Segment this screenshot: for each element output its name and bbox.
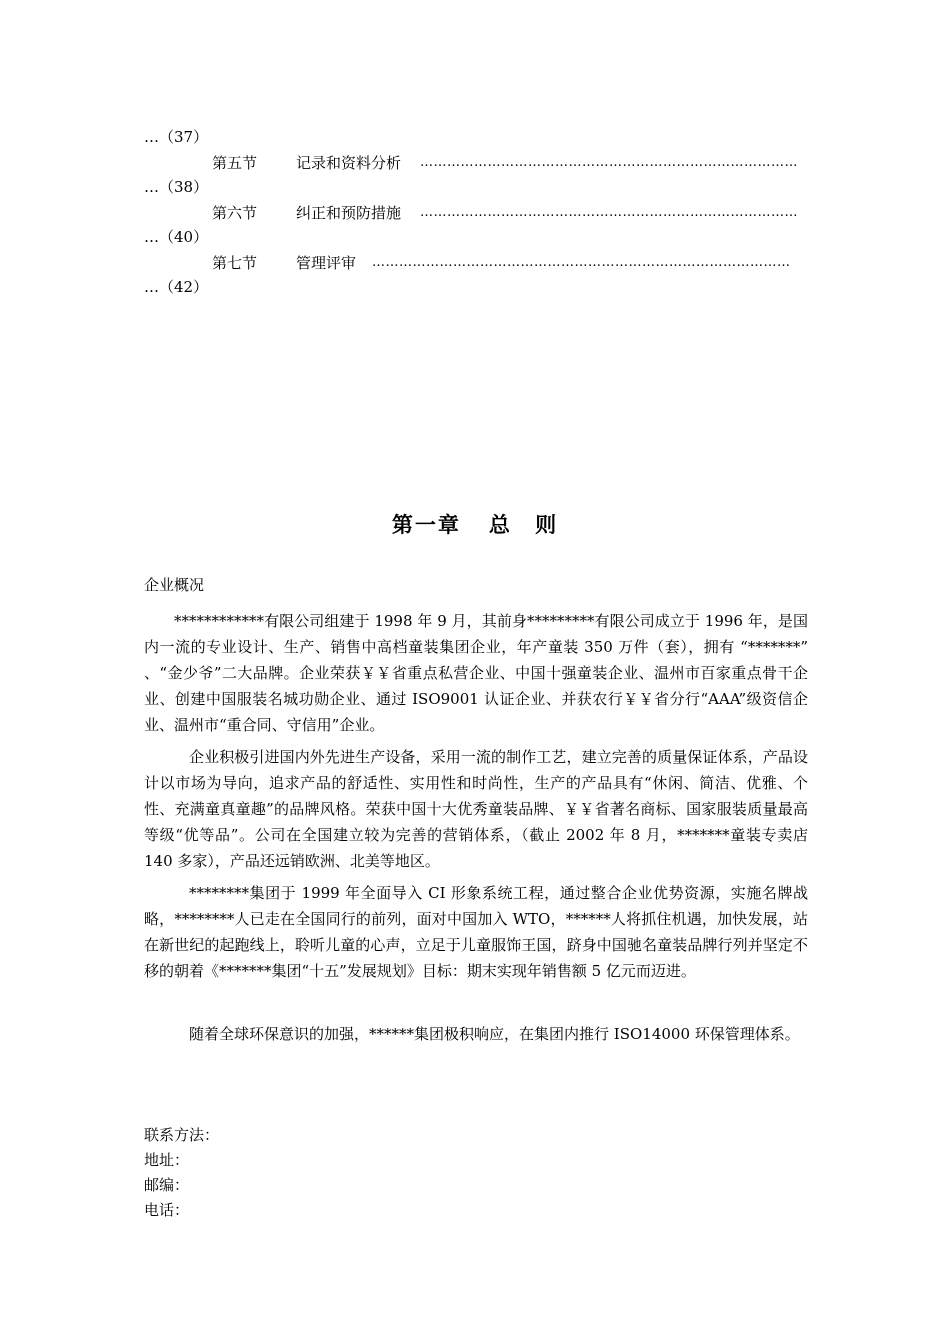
toc-page-number: …（42） bbox=[144, 278, 209, 296]
section-heading: 企业概况 bbox=[144, 576, 205, 594]
paragraph-overview: ************有限公司组建于 1998 年 9 月，其前身*********有限公司成立于 1996 年，是国内一流的专业设计、生产、销售中高档童装集团企业，年产童装 350 万件（套），拥有 “*******” 、“金少爷”二大品牌。企业荣获￥￥省重点私营企业、中国十强童装企业、温州市百家重点骨干企业、创建中国服装名城功勋企业、通过 ISO9001 认证企业、并获农行￥￥省分行“AAA”级资信企业、温州市“重合同、守信用”企业。 bbox=[144, 612, 808, 734]
toc-page-number: …（37） bbox=[144, 128, 209, 146]
toc-section-title: 纠正和预防措施 bbox=[296, 204, 402, 222]
paragraph-strategy: ********集团于 1999 年全面导入 CI 形象系统工程，通过整合企业优势资源，实施名牌战略，********人已走在全国同行的前列，面对中国加入 WTO，******人将抓住机遇，加快发展，站在新世纪的起跑线上，聆听儿童的心声，立足于儿童服饰王国，跻身中国驰名童装品牌行列并坚定不移的朝着《*******集团“十五”发展规划》目标：期末实现年销售额 5 亿元而迈进。 bbox=[144, 884, 808, 980]
toc-section-title: 管理评审 bbox=[296, 254, 357, 272]
toc-page-number: …（40） bbox=[144, 228, 209, 246]
contact-address: 地址： bbox=[144, 1151, 190, 1169]
toc-section-number: 第五节 bbox=[212, 154, 258, 172]
chapter-number: 第一章 bbox=[391, 512, 461, 537]
paragraph-environment: 随着全球环保意识的加强，******集团极积响应，在集团内推行 ISO14000 环保管理体系。 bbox=[189, 1025, 800, 1043]
toc-leader-dots: ………………………………………………………………………………… bbox=[372, 255, 791, 270]
paragraph-production: 企业积极引进国内外先进生产设备，采用一流的制作工艺，建立完善的质量保证体系，产品设计以市场为导向，追求产品的舒适性、实用性和时尚性，生产的产品具有“休闲、简洁、优雅、个性、充满童真童趣”的品牌风格。荣获中国十大优秀童装品牌、￥￥省著名商标、国家服装质量最高等级“优等品”。公司在全国建立较为完善的营销体系，（截止 2002 年 8 月，*******童装专卖店 140 多家），产品还远销欧洲、北美等地区。 bbox=[144, 748, 808, 870]
contact-postcode: 邮编： bbox=[144, 1176, 190, 1194]
contact-heading: 联系方法： bbox=[144, 1126, 220, 1144]
toc-page-number: …（38） bbox=[144, 178, 209, 196]
toc-section-title: 记录和资料分析 bbox=[296, 154, 402, 172]
chapter-name: 总 则 bbox=[488, 512, 559, 537]
toc-leader-dots: ………………………………………………………………………… bbox=[420, 205, 798, 220]
toc-section-number: 第六节 bbox=[212, 204, 258, 222]
chapter-title bbox=[0, 510, 950, 540]
contact-phone: 电话： bbox=[144, 1201, 190, 1219]
toc-leader-dots: ………………………………………………………………………… bbox=[420, 155, 798, 170]
toc-section-number: 第七节 bbox=[212, 254, 258, 272]
